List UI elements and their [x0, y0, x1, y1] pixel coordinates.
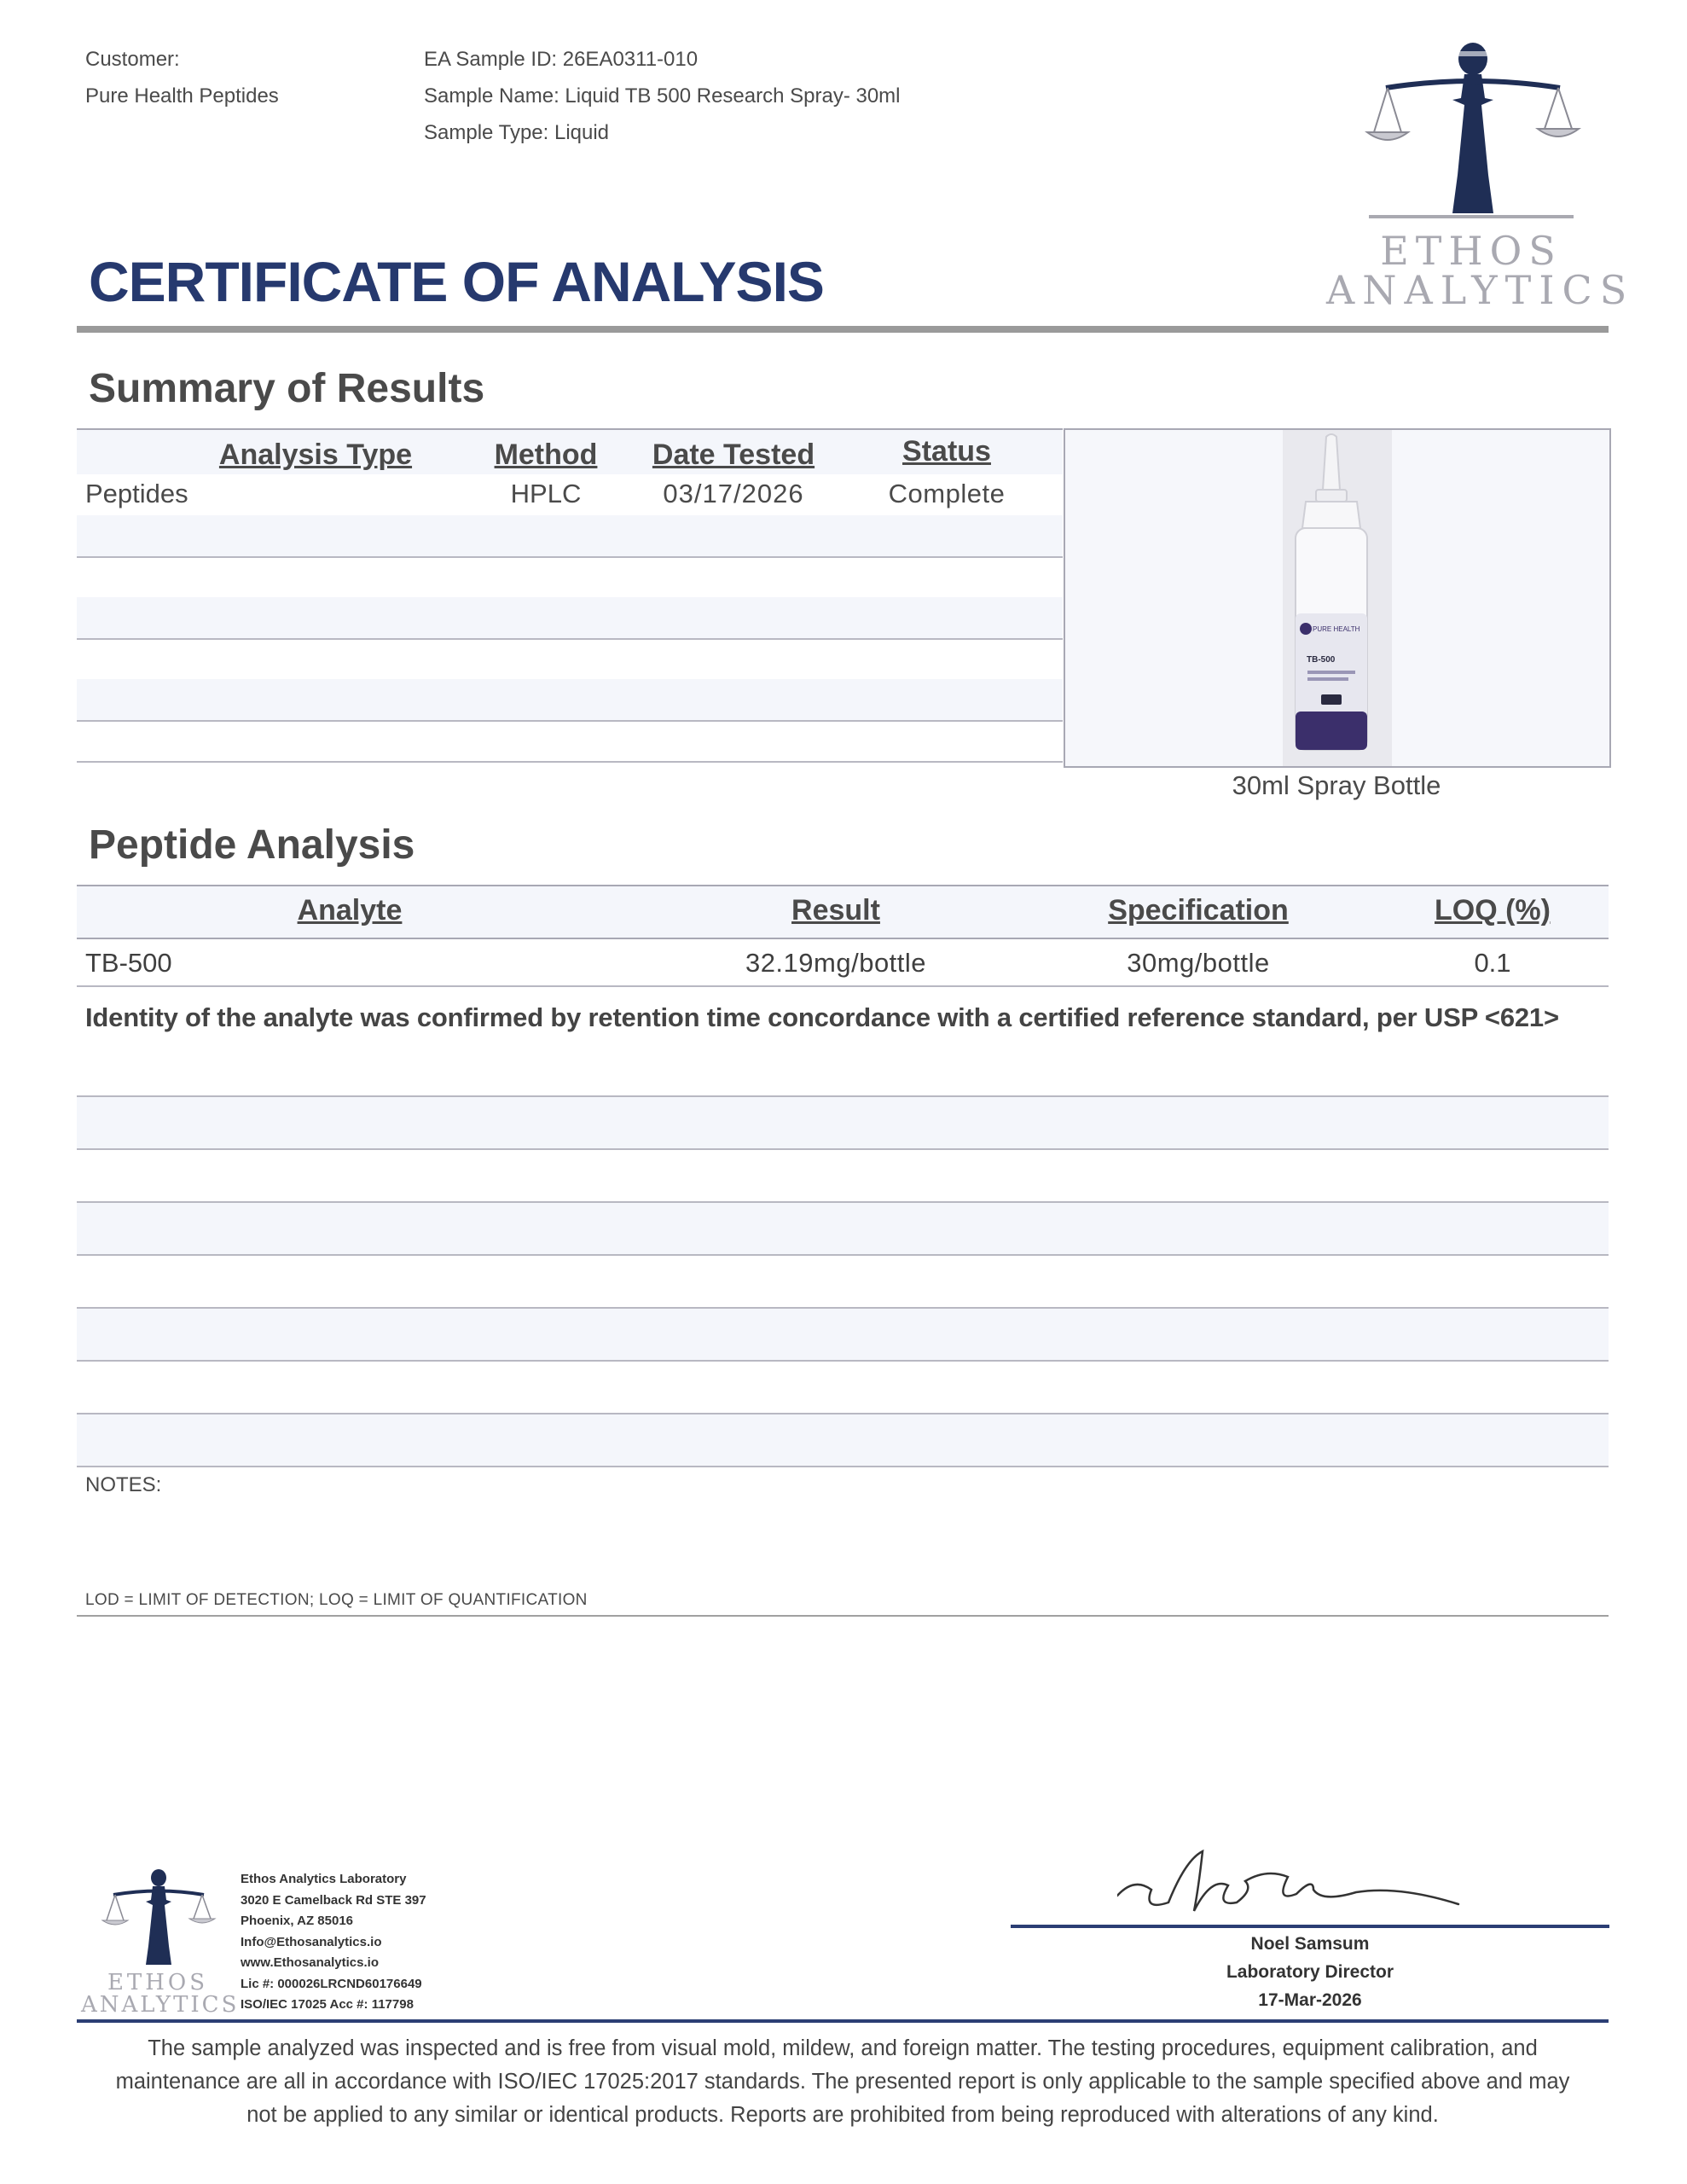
cell-date-tested: 03/17/2026: [663, 479, 804, 508]
customer-block: [85, 41, 279, 114]
summary-title: Summary of Results: [89, 366, 485, 411]
header-divider: [77, 326, 1609, 333]
sample-block: [424, 41, 901, 151]
signature-image: [1117, 1843, 1475, 1928]
signed-date: 17-Mar-2026: [1258, 1990, 1362, 2010]
disclaimer-line: maintenance are all in accordance with ISO/IEC 17025:2017 standards. The presented report is only applicable to the sample specified above and may: [115, 2070, 1570, 2094]
footer-logo-word-ethos: ETHOS: [107, 1970, 209, 1995]
table-row: [77, 597, 1063, 640]
peptide-header-row: [77, 885, 1609, 939]
identity-note: Identity of the analyte was confirmed by retention time concordance with a certified reference standard, per USP <621>: [85, 1002, 1559, 1032]
lab-address-block: [241, 1869, 426, 2016]
customer-name: Pure Health Peptides: [85, 84, 279, 107]
col-analyte: Analyte: [297, 894, 403, 926]
notes-label: NOTES:: [85, 1473, 162, 1496]
table-row: [77, 1097, 1609, 1150]
col-analysis-type: Analysis Type: [218, 439, 413, 471]
table-row: [77, 474, 1063, 517]
lab-accreditation: ISO/IEC 17025 Acc #: 117798: [241, 1997, 414, 2012]
footer-logo-word-analytics: ANALYTICS: [81, 1992, 240, 2018]
table-row: [77, 1414, 1609, 1467]
peptide-analysis-title: Peptide Analysis: [89, 822, 415, 868]
lab-street: 3020 E Camelback Rd STE 397: [241, 1892, 426, 1908]
cell-loq: 0.1: [1474, 948, 1511, 978]
bottle-brand-text: PURE HEALTH: [1313, 625, 1360, 633]
footer-logo: [81, 1864, 240, 2018]
image-caption: 30ml Spray Bottle: [1232, 770, 1441, 800]
lab-website: www.Ethosanalytics.io: [241, 1955, 379, 1970]
table-row: [77, 556, 1063, 599]
disclaimer-line: not be applied to any similar or identical products. Reports are prohibited from being reproduced with alterations of any kind.: [246, 2103, 1439, 2127]
disclaimer-line: The sample analyzed was inspected and is free from visual mold, mildew, and foreign matter. The testing procedures, equipment calibration, and: [148, 2036, 1538, 2060]
table-row: [77, 515, 1063, 558]
customer-label: Customer:: [85, 48, 180, 71]
sample-id: EA Sample ID: 26EA0311-010: [424, 48, 699, 71]
table-row: [77, 938, 1609, 987]
sample-name: Sample Name: Liquid TB 500 Research Spray- 30ml: [424, 84, 901, 107]
cell-status: Complete: [888, 479, 1006, 508]
col-status: Status: [902, 435, 991, 468]
table-row: [77, 638, 1063, 681]
spray-bottle-image: [1065, 430, 1609, 766]
logo-word-ethos: ETHOS: [1380, 228, 1562, 274]
footer-divider: [77, 2019, 1609, 2023]
table-row: [77, 1203, 1609, 1256]
table-row: [77, 1362, 1609, 1414]
col-specification: Specification: [1108, 894, 1289, 926]
scales-of-justice-icon: [1326, 38, 1616, 226]
lab-email: Info@Ethosanalytics.io: [241, 1934, 382, 1949]
signer-title: Laboratory Director: [1226, 1962, 1394, 1982]
table-row: [77, 720, 1063, 763]
col-loq: LOQ (%): [1435, 894, 1551, 926]
table-row: [77, 1256, 1609, 1309]
signer-name: Noel Samsum: [1250, 1934, 1370, 1954]
col-result: Result: [791, 894, 880, 926]
table-row: [77, 1309, 1609, 1362]
bottle-product-text: TB-500: [1307, 655, 1336, 665]
table-row: [77, 679, 1063, 722]
signature-line: [1011, 1925, 1609, 1928]
cell-specification: 30mg/bottle: [1127, 948, 1270, 978]
cell-method: HPLC: [510, 479, 582, 508]
signer-block: [1011, 1930, 1609, 2014]
cell-result: 32.19mg/bottle: [745, 948, 927, 978]
table-row: [77, 1150, 1609, 1203]
col-date-tested: Date Tested: [652, 439, 815, 471]
summary-header-row: [77, 430, 1063, 474]
lab-name: Ethos Analytics Laboratory: [241, 1872, 407, 1886]
certificate-title: CERTIFICATE OF ANALYSIS: [89, 250, 824, 313]
lab-city: Phoenix, AZ 85016: [241, 1914, 353, 1928]
cell-analysis-type: Peptides: [85, 479, 188, 508]
loq-definition-note: LOD = LIMIT OF DETECTION; LOQ = LIMIT OF QUANTIFICATION: [85, 1591, 588, 1609]
notes-divider: [77, 1615, 1609, 1617]
sample-image-frame: [1064, 428, 1611, 768]
scales-of-justice-icon: [81, 1864, 235, 1975]
ethos-logo: [1326, 38, 1635, 320]
lab-license: Lic #: 000026LRCND60176649: [241, 1976, 422, 1991]
cell-analyte: TB-500: [85, 948, 172, 978]
table-row: [77, 1044, 1609, 1097]
summary-table: [77, 428, 1063, 768]
sample-type: Sample Type: Liquid: [424, 121, 610, 144]
logo-word-analytics: ANALYTICS: [1326, 267, 1635, 313]
col-method: Method: [494, 439, 598, 471]
disclaimer: [77, 2032, 1609, 2132]
